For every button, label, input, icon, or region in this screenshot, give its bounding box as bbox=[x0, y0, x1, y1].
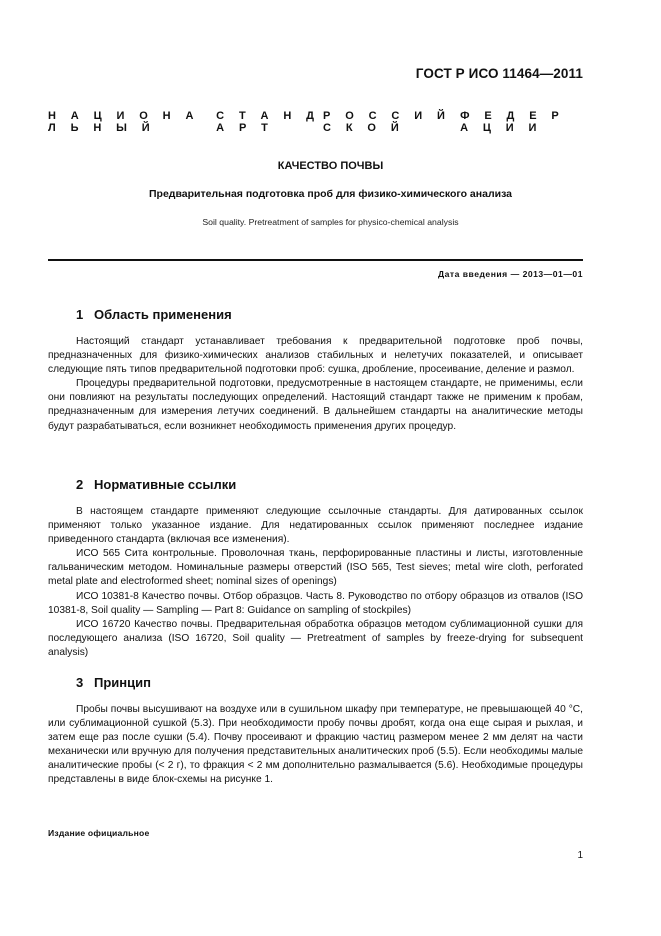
national-standard-banner bbox=[48, 110, 583, 134]
banner-word: С Т А Н Д А Р Т bbox=[216, 110, 320, 134]
banner-word: Ф Е Д Е Р А Ц И И bbox=[460, 110, 565, 134]
section-body bbox=[48, 703, 583, 788]
document-code: ГОСТ Р ИСО 11464—2011 bbox=[415, 66, 583, 81]
section-number: 3 bbox=[76, 675, 84, 690]
paragraph: В настоящем стандарте применяют следующие ссылочные стандарты. Для датированных ссылок применяют только указанное издание. Для недатированных ссылок применяют последнее издание приведенного стандарта (включая все изменения). bbox=[48, 506, 583, 546]
paragraph: Пробы почвы высушивают на воздухе или в сушильном шкафу при температуре, не превышающей 40 °С, или сублимационной сушкой (5.3). При необходимости пробу почвы дробят, когда она еще сырая и рыхлая, и затем еще раз после сушки (5.4). Почву просеивают и фракцию частиц размером менее 2 мм делят на части механически или вручную для получения представительных аналитических проб (5.5). Если необходимы малые аналитические пробы (< 2 г), то фракция < 2 мм дополнительно размалывается (5.6). Необходимые процедуры представлены в виде блок-схемы на рисунке 1. bbox=[48, 704, 583, 786]
section-title: Принцип bbox=[94, 675, 151, 690]
section-title: Область применения bbox=[94, 307, 232, 322]
banner-word: Н А Ц И О Н А Л Ь Н Ы Й bbox=[48, 110, 200, 134]
section-heading bbox=[76, 477, 236, 492]
english-title: Soil quality. Pretreatment of samples for physico-chemical analysis bbox=[202, 217, 459, 227]
paragraph: Процедуры предварительной подготовки, предусмотренные в настоящем стандарте, не применимы, если они повлияют на результаты последующих определений. Настоящий стандарт также не применим к пробам, предназначенным для измерения летучих соединений. В дальнейшем стандарты на аналитические методы будут разрабатываться, если возникнет необходимость применения других процедур. bbox=[48, 378, 583, 432]
paragraph: Настоящий стандарт устанавливает требования к предварительной подготовке проб почвы, предназначенных для физико-химических анализов стабильных и нелетучих показателей, и описывает следующие пять типов предварительной подготовки проб: сушка, дробление, просеивание, деление и размол. bbox=[48, 336, 583, 376]
reference-item: ИСО 16720 Качество почвы. Предварительная обработка образцов методом сублимационной сушки для последующего анализа (ISO 16720, Soil quality — Pretreatment of samples by freeze-drying for subsequent analysis) bbox=[48, 618, 583, 658]
page-number: 1 bbox=[577, 850, 583, 861]
section-heading bbox=[76, 307, 232, 322]
reference-item: ИСО 10381-8 Качество почвы. Отбор образцов. Часть 8. Руководство по отбору образцов из отвалов (ISO 10381-8, Soil quality — Sampling — Part 8: Guidance on sampling of stockpiles) bbox=[48, 590, 583, 616]
official-edition-note: Издание официальное bbox=[48, 828, 150, 838]
banner-word: Р О С С И Й С К О Й bbox=[323, 110, 451, 134]
section-body bbox=[48, 505, 583, 660]
horizontal-rule bbox=[48, 259, 583, 261]
section-number: 1 bbox=[76, 307, 84, 322]
reference-item: ИСО 565 Сита контрольные. Проволочная ткань, перфорированные пластины и листы, изготовленные гальваническим методом. Номинальные размеры отверстий (ISO 565, Test sieves; metal wire cloth, perforated metal plate and electroformed sheet; nominal sizes of openings) bbox=[48, 548, 583, 588]
section-title: Нормативные ссылки bbox=[94, 477, 237, 492]
section-heading bbox=[76, 675, 151, 690]
section-body bbox=[48, 335, 583, 434]
document-title: КАЧЕСТВО ПОЧВЫ bbox=[277, 160, 384, 172]
document-subtitle: Предварительная подготовка проб для физико-химического анализа bbox=[149, 188, 512, 200]
introduction-date: Дата введения — 2013—01—01 bbox=[437, 269, 583, 279]
section-number: 2 bbox=[76, 477, 84, 492]
